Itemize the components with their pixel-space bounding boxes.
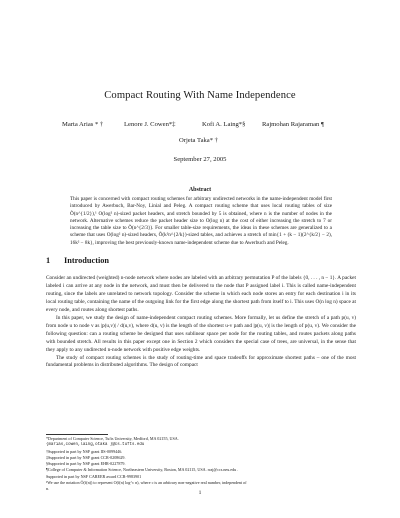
author-taka: Orjeta Taka* †	[179, 137, 218, 144]
body-paragraph: Consider an undirected (weighted) n-node network where nodes are labeled with an arbitrary permutation P of the labels {0, . . . , n − 1}. A packet labeled i can arrive at any node in the network, and must then be delivered to the node that P assigned label i. This is called name-independent routing, since the labels are unrelated to network topology. Consider the scheme in which each node stores an entry for each destination i in its local routing table, containing the name of the outgoing link for the first edge along the shortest path from itself to i. This uses O(n log n) space at every node, and routes along shortest paths.	[46, 275, 356, 313]
page-number: 1	[198, 490, 202, 496]
footnote: *Department of Computer Science, Tufts University, Medford, MA 02155, USA.	[46, 436, 179, 441]
author-list	[62, 121, 362, 144]
section-heading	[46, 256, 109, 265]
section-number: 1	[46, 256, 51, 265]
author-arias: Marta Arias * †	[62, 121, 104, 128]
paper-title: Compact Routing With Name Independence	[104, 90, 296, 101]
footnote-rule	[46, 434, 108, 435]
abstract-heading: Abstract	[188, 187, 212, 193]
footnote-emails: {marias,cowen,laing,otaka }@cs.tufts.edu	[46, 443, 145, 448]
section-title: Introduction	[64, 256, 110, 265]
footnote: ¹We use the notation Õ(f(n)) to represent O(f(n) log^c n), where c is an arbitrary non-negative real number, independent of	[46, 480, 247, 486]
author-rajaraman: Rajmohan Rajaraman ¶	[262, 121, 324, 128]
footnotes	[46, 436, 356, 493]
publication-date: September 27, 2005	[173, 156, 227, 163]
footnote: ¶College of Computer & Information Science, Northeastern University, Boston, MA 02115, USA. rraj@ccs.neu.edu .	[46, 467, 239, 473]
footnote: †Supported in part by NSF grant IIS-0099446.	[46, 448, 123, 454]
body-text	[46, 275, 356, 370]
body-paragraph: In this paper, we study the design of name-independent compact routing schemes. More formally, let us define the stretch of a path p(u, v) from node u to node v as |p(u,v)| / d(u,v), where d(u, v) is the length of the shortest u-v path and |p(u, v)| is the length of p(u, v). We consider the following question: can a routing scheme be designed that uses sublinear space per node for the routing tables, and routes packets along paths with bounded stretch. All results in this paper except one in Section 2 which considers the special case of trees, are universal, in the sense that they apply to any undirected n-node network with positive edge weights.	[46, 314, 356, 353]
author-cowen: Lenore J. Cowen*‡	[124, 121, 176, 128]
footnote: §Supported in part by NSF grant EHR-0227879.	[46, 461, 126, 467]
author-laing: Kofi A. Laing*§	[202, 121, 246, 128]
footnote: n.	[46, 486, 50, 492]
abstract-text: This paper is concerned with compact routing schemes for arbitrary undirected networks in the name-independent model first introduced by Awerbuch, Bar-Noy, Linial and Peleg. A compact routing scheme that uses local routing tables of size Õ(n^{1/2}),¹ O(log² n)-sized packet headers, and stretch bounded by 5 is obtained, where n is the number of nodes in the network. Alternative schemes reduce the packet header size to O(log n) at the cost of either increasing the stretch to 7 or increasing the table size to Õ(n^{2/3}). For smaller table-size requirements, the ideas in these schemes are generalized to a scheme that uses O(log² n)-sized headers, Õ(k²n^{2/k})-sized tables, and achieves a stretch of min{1 + (k − 1)(2^{k/2} − 2), 16k² − 8k}, improving the best previously-known name-independent scheme due to Awerbuch and Peleg.	[70, 196, 332, 246]
footnote: ‡Supported in part by NSF grant CCR-0208629.	[46, 454, 126, 460]
body-paragraph: The study of compact routing schemes is the study of routing-time and space tradeoffs for approximate shortest paths – one of the most fundamental problems in distributed algorithms. The design of compact	[46, 354, 356, 369]
footnote: Supported in part by NSF CAREER award CCR-9983901	[46, 473, 142, 479]
